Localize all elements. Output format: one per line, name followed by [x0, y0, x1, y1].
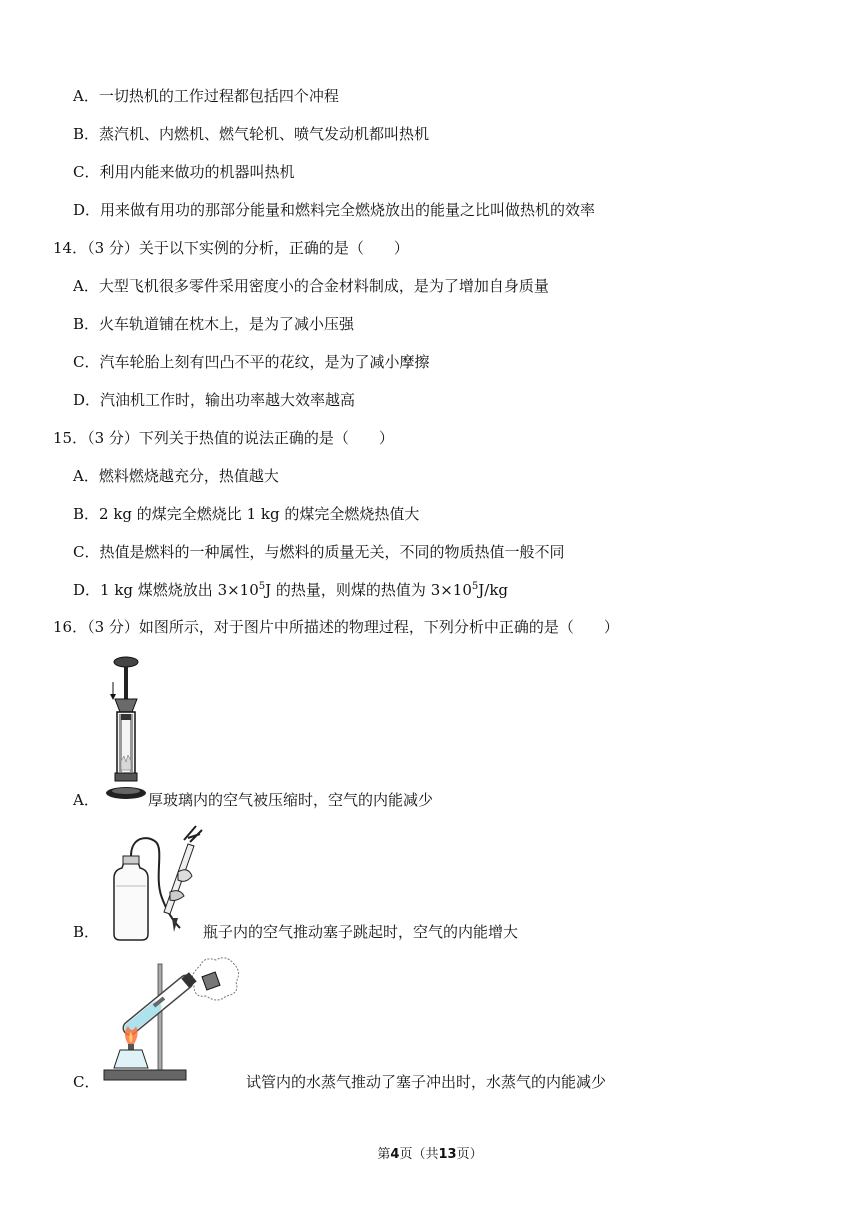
q15-d-exponent-1: 5 — [258, 581, 266, 592]
q14-option-c: C．汽车轮胎上刻有凹凸不平的花纹，是为了减小摩擦 — [73, 353, 430, 371]
q15-d-prefix: D．1 kg 煤燃烧放出 3×10 — [73, 581, 259, 599]
q16-option-b-letter: B． — [73, 923, 100, 941]
q13-option-c: C．利用内能来做功的机器叫热机 — [73, 163, 295, 181]
bottle-pump-figure — [104, 822, 212, 946]
q16-stem: 16．（3 分）如图所示，对于图片中所描述的物理过程，下列分析中正确的是（ ） — [53, 618, 619, 636]
q15-d-exponent-2: 5 — [471, 581, 479, 592]
footer-page-number: 4 — [390, 1147, 400, 1162]
footer-suffix: 页） — [456, 1147, 483, 1162]
q16-option-a-text: 厚玻璃内的空气被压缩时，空气的内能减少 — [148, 791, 434, 809]
test-tube-steam-figure — [100, 954, 240, 1088]
q16-option-c-letter: C． — [73, 1073, 100, 1091]
footer-total-pages: 13 — [438, 1147, 457, 1162]
q14-option-d: D．汽油机工作时，输出功率越大效率越高 — [73, 391, 356, 409]
q16-option-a-letter: A． — [73, 791, 99, 809]
page-footer — [0, 1143, 860, 1162]
q13-option-b: B．蒸汽机、内燃机、燃气轮机、喷气发动机都叫热机 — [73, 125, 430, 143]
q15-option-d — [73, 580, 508, 600]
fire-syringe-figure — [102, 656, 150, 804]
footer-prefix: 第 — [377, 1147, 391, 1162]
q16-option-c-text: 试管内的水蒸气推动了塞子冲出时，水蒸气的内能减少 — [246, 1073, 607, 1091]
q14-stem: 14．（3 分）关于以下实例的分析，正确的是（ ） — [53, 239, 409, 257]
q13-option-a: A．一切热机的工作过程都包括四个冲程 — [73, 87, 339, 105]
q15-option-a: A．燃料燃烧越充分，热值越大 — [73, 467, 279, 485]
q15-stem: 15．（3 分）下列关于热值的说法正确的是（ ） — [53, 429, 394, 447]
q15-option-c: C．热值是燃料的一种属性，与燃料的质量无关，不同的物质热值一般不同 — [73, 543, 565, 561]
q15-d-middle: J 的热量，则煤的热值为 3×10 — [265, 581, 472, 599]
q16-option-b-text: 瓶子内的空气推动塞子跳起时，空气的内能增大 — [203, 923, 519, 941]
q15-d-suffix: J/kg — [478, 581, 509, 599]
footer-middle: 页（共 — [399, 1147, 439, 1162]
q14-option-b: B．火车轨道铺在枕木上，是为了减小压强 — [73, 315, 355, 333]
q15-option-b: B．2 kg 的煤完全燃烧比 1 kg 的煤完全燃烧热值大 — [73, 505, 420, 523]
q13-option-d: D．用来做有用功的那部分能量和燃料完全燃烧放出的能量之比叫做热机的效率 — [73, 201, 596, 219]
q14-option-a: A．大型飞机很多零件采用密度小的合金材料制成，是为了增加自身质量 — [73, 277, 549, 295]
